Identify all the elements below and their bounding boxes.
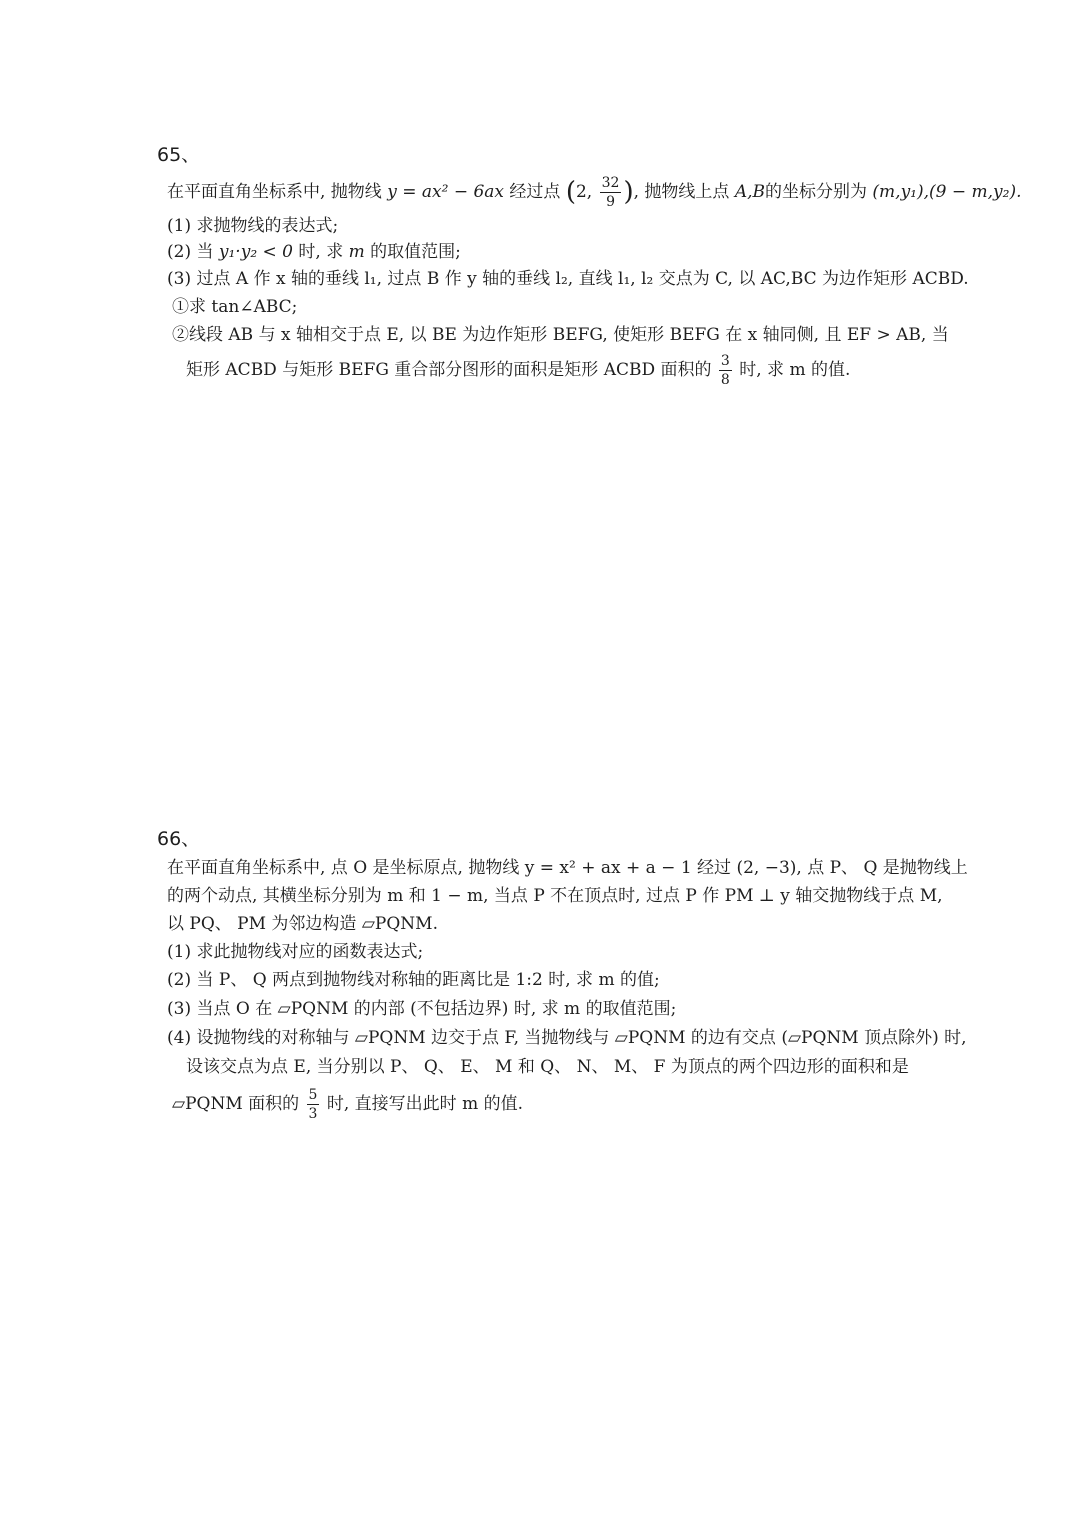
problem-number: 66、: [157, 828, 201, 850]
question-1: (1) 求此抛物线对应的函数表达式;: [167, 942, 424, 962]
question-3-part-2-cont: 矩形 ACBD 与矩形 BEFG 重合部分图形的面积是矩形 ACBD 面积的 $\frac{3}{8}$ 时, 求 m 的值.: [186, 353, 851, 388]
fraction: $\frac{5}{3}$: [308, 1087, 318, 1122]
problem-intro: 在平面直角坐标系中, 抛物线 y = ax² − 6ax 经过点 (2, $\frac{32}{9}$ ), 抛物线上点 A,B的坐标分别为 (m,y₁),(9 − m,y₂).: [167, 175, 1022, 210]
question-3: (3) 过点 A 作 x 轴的垂线 l₁, 过点 B 作 y 轴的垂线 l₂, 直线 l₁, l₂ 交点为 C, 以 AC,BC 为边作矩形 ACBD.: [167, 269, 969, 289]
question-2: (2) 当 y₁·y₂ < 0 时, 求 m 的取值范围;: [167, 242, 461, 262]
fraction: $\frac{32}{9}$: [601, 175, 620, 210]
question-4-cont-2: ▱PQNM 面积的 $\frac{5}{3}$ 时, 直接写出此时 m 的值.: [172, 1087, 524, 1122]
question-4: (4) 设抛物线的对称轴与 ▱PQNM 边交于点 F, 当抛物线与 ▱PQNM 的边有交点 (▱PQNM 顶点除外) 时,: [167, 1028, 967, 1048]
problem-number: 65、: [157, 144, 201, 166]
problem-intro-line-1: 在平面直角坐标系中, 点 O 是坐标原点, 抛物线 y = x² + ax + a − 1 经过 (2, −3), 点 P、 Q 是抛物线上: [167, 858, 968, 878]
question-1: (1) 求抛物线的表达式;: [167, 216, 339, 236]
question-4-cont: 设该交点为点 E, 当分别以 P、 Q、 E、 M 和 Q、 N、 M、 F 为顶点的两个四边形的面积和是: [186, 1057, 909, 1077]
fraction: $\frac{3}{8}$: [720, 353, 730, 388]
problem-intro-line-3: 以 PQ、 PM 为邻边构造 ▱PQNM.: [167, 914, 438, 934]
problem-intro-line-2: 的两个动点, 其横坐标分别为 m 和 1 − m, 当点 P 不在顶点时, 过点 P 作 PM ⊥ y 轴交抛物线于点 M,: [167, 886, 943, 906]
question-3-part-2: ②线段 AB 与 x 轴相交于点 E, 以 BE 为边作矩形 BEFG, 使矩形 BEFG 在 x 轴同侧, 且 EF > AB, 当: [172, 325, 949, 345]
question-3: (3) 当点 O 在 ▱PQNM 的内部 (不包括边界) 时, 求 m 的取值范围;: [167, 999, 677, 1019]
question-3-part-1: ①求 tan∠ABC;: [172, 297, 298, 317]
question-2: (2) 当 P、 Q 两点到抛物线对称轴的距离比是 1:2 时, 求 m 的值;: [167, 970, 660, 990]
